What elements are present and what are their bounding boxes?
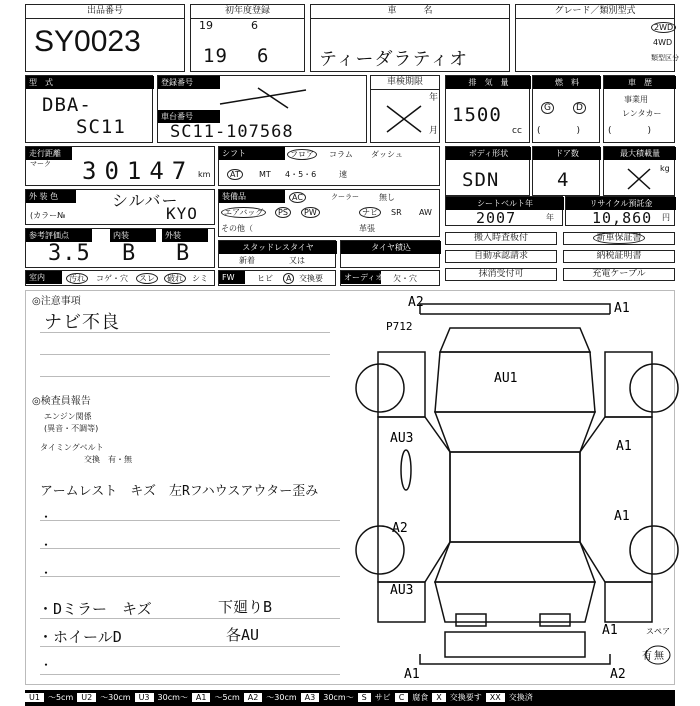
seatbelt-year-unit: 年	[546, 213, 554, 222]
first-reg-year-top: 19	[199, 19, 213, 32]
legend-strip	[25, 690, 675, 706]
note-line-1	[40, 332, 330, 333]
report-4: ・ホイールD	[38, 628, 122, 646]
equip-aw: AW	[419, 208, 432, 217]
legend-item: 腐食	[412, 693, 429, 702]
report-3: 下廻りB	[218, 598, 273, 616]
color-value: シルバー	[112, 191, 179, 210]
studless-label: スタッドレスタイヤ	[219, 241, 337, 254]
drive-4wd: 4WD	[653, 38, 673, 47]
legend-item: S	[358, 693, 371, 702]
engine-sub: (異音・不調等)	[44, 424, 99, 433]
report-line-1	[40, 520, 340, 521]
equip-navi: ナビ	[359, 207, 381, 218]
legend-item: XX	[486, 693, 505, 702]
mark-a2-top: A2	[408, 295, 424, 310]
lot-number: SY0023	[34, 25, 141, 58]
interior-label: 内装	[110, 229, 156, 242]
legend-item: A3	[301, 693, 320, 702]
first-reg-month: 6	[257, 45, 270, 67]
shift-dash: ダッシュ	[371, 150, 403, 159]
recycle-box	[565, 196, 675, 226]
mark-a1-top: A1	[614, 301, 630, 316]
fw-label: FW	[219, 271, 245, 284]
audio-label: オーディオ	[341, 271, 381, 284]
fuel-other: ( )	[537, 126, 581, 136]
inspection-year-unit: 年	[429, 93, 439, 103]
report-5: 各AU	[226, 626, 260, 644]
report-dot-4: ・	[40, 658, 53, 672]
defect-stain: 汚れ	[66, 273, 88, 284]
first-registration-label: 初年度登録	[191, 5, 304, 19]
interior-defects-box	[25, 270, 215, 286]
shift-at: AT	[227, 169, 243, 180]
room-label: 室内	[26, 271, 62, 284]
equip-ac: AC	[289, 192, 306, 203]
first-reg-month-top: 6	[251, 19, 258, 32]
body-value: SDN	[462, 169, 500, 191]
chassis-label: 車台番号	[158, 110, 220, 123]
doc-item-1: 搬入時査板付	[445, 232, 557, 245]
legend-item: C	[395, 693, 409, 702]
grade-label: グレード／類別型式	[516, 5, 674, 19]
equipment-label: 装備品	[219, 190, 285, 203]
drive-type-note: 類型区分	[651, 54, 679, 62]
registration-label: 登録番号	[158, 76, 220, 89]
car-name: ティーダラティオ	[319, 49, 469, 70]
interior-value: B	[122, 241, 137, 266]
color-label: 外 装 色	[26, 190, 76, 203]
equip-none: 無し	[379, 193, 395, 202]
mark-a1-right2: A1	[614, 509, 630, 524]
legend-item: U3	[135, 693, 154, 702]
capacity-unit: kg	[660, 164, 670, 173]
defect-shimi: シミ	[192, 274, 208, 283]
km-unit: km	[198, 170, 211, 179]
report-dot-1: ・	[40, 510, 53, 524]
mark-au1-hood: AU1	[494, 371, 518, 386]
reg-cross-mark	[218, 84, 308, 110]
capacity-box	[603, 146, 675, 196]
legend-item: ～30cm	[100, 693, 131, 702]
fw-replace: 交換要	[299, 274, 323, 283]
mark-au3-left: AU3	[390, 431, 414, 446]
mark-a2-bottom: A2	[610, 667, 626, 682]
recycle-yen-unit: 円	[662, 213, 670, 222]
mark-a1-rear: A1	[602, 623, 618, 638]
fw-hibi: ヒビ	[257, 274, 273, 283]
fw-box	[218, 270, 336, 286]
report-line-5	[40, 646, 340, 647]
mark-a2-left: A2	[392, 521, 408, 536]
report-dot-3: ・	[40, 566, 53, 580]
engine-label: エンジン関係	[44, 412, 92, 421]
shift-box	[218, 146, 440, 186]
mark-au3-lower: AU3	[390, 583, 414, 598]
history-label: 車 歴	[604, 76, 676, 89]
report-line-3	[40, 576, 340, 577]
fuel-label: 燃 料	[533, 76, 601, 89]
timing-label: タイミングベルト	[40, 443, 104, 452]
history-business: 事業用	[624, 95, 648, 104]
report-dot-2: ・	[40, 538, 53, 552]
legend-item: U2	[77, 693, 96, 702]
lot-number-label: 出品番号	[26, 5, 184, 19]
score-label: 参考評価点	[26, 229, 92, 242]
seatbelt-label: シートベルト年	[446, 197, 564, 210]
inspector-label: ◎検査員報告	[32, 396, 91, 407]
report-line-2	[40, 548, 340, 549]
shift-label: シフト	[219, 147, 285, 160]
mark-a1-bottom: A1	[404, 667, 420, 682]
history-other: ( )	[608, 126, 652, 136]
fuel-diesel: D	[573, 103, 586, 114]
equip-cooler: クーラー	[331, 193, 359, 201]
doc-item-6: 充電ケーブル	[563, 268, 675, 281]
color-box	[25, 189, 215, 225]
shift-speed: 速	[339, 170, 347, 179]
seatbelt-box	[445, 196, 563, 226]
spare-yes: 有	[642, 651, 652, 662]
recycle-label: リサイクル預託金	[566, 197, 676, 210]
first-reg-year: 19	[203, 45, 228, 67]
legend-item: U1	[25, 693, 44, 702]
inspection-month-unit: 月	[429, 126, 439, 136]
legend-item: 交換要す	[449, 693, 482, 702]
legend-item: サビ	[374, 693, 391, 702]
legend-item: ～30cm	[266, 693, 297, 702]
report-line-4	[40, 618, 340, 619]
score-value: 3.5	[48, 241, 91, 266]
body-label: ボディ形状	[446, 147, 531, 160]
doors-value: 4	[557, 169, 570, 191]
car-name-box	[310, 4, 510, 72]
shift-gears: 4・5・6	[285, 170, 317, 179]
capacity-cross-mark	[626, 167, 652, 191]
recycle-amount: 10,860	[592, 209, 653, 227]
doc-item-5: 抹消受付可	[445, 268, 557, 281]
legend-item: ～5cm	[214, 693, 240, 702]
legend-item: ～5cm	[47, 693, 74, 702]
drive-2wd: 2WD	[651, 22, 676, 33]
history-rental: レンタカー	[622, 109, 662, 118]
score-box	[25, 228, 215, 268]
doc-item-4: 納税証明書	[563, 250, 675, 263]
note-line-2	[40, 354, 330, 355]
spare-label: スペア	[646, 627, 670, 636]
note-1: ナビ不良	[44, 312, 120, 333]
shift-column: コラム	[329, 150, 353, 159]
report-line-6	[40, 674, 340, 675]
color-note: (カラー№	[30, 211, 66, 220]
model-code-2: SC11	[76, 116, 126, 138]
report-1: アームレスト キズ 左Rフハウスアウター歪み	[40, 484, 319, 499]
model-box	[25, 75, 153, 143]
notes-label: ◎注意事項	[32, 296, 81, 307]
mileage-box	[25, 146, 215, 186]
first-registration-box	[190, 4, 305, 72]
color-code: KYO	[166, 204, 198, 223]
report-2: ・Dミラー キズ	[38, 600, 152, 618]
legend-item: 30cm～	[323, 693, 354, 702]
exterior-value: B	[176, 241, 191, 266]
fw-a: A	[283, 273, 294, 284]
tire-count-label: タイヤ積込	[341, 241, 441, 254]
shift-mt: MT	[259, 170, 271, 179]
cc-unit: cc	[512, 126, 522, 136]
doors-label: ドア数	[533, 147, 601, 160]
note-line-3	[40, 376, 330, 377]
timing-value: 交換 有・無	[84, 455, 132, 464]
tire-count-box	[340, 240, 440, 268]
inspection-cross-mark	[385, 104, 425, 134]
car-name-label: 車 名	[311, 5, 509, 19]
doc-item-3: 自動承認請求	[445, 250, 557, 263]
defect-koge: コゲ・穴	[96, 274, 128, 283]
mileage-label: 走行距離	[26, 147, 72, 160]
chassis-number: SC11-107568	[170, 122, 294, 142]
model-label: 型 式	[26, 76, 154, 89]
equip-ps: PS	[275, 207, 291, 218]
equip-other: その他（	[221, 224, 253, 233]
grade-box	[515, 4, 679, 72]
inspection-box	[370, 75, 440, 143]
studless-new: 新着	[239, 256, 255, 265]
equip-leather: 革張	[359, 224, 375, 233]
seatbelt-year: 2007	[476, 209, 517, 227]
equipment-box	[218, 189, 440, 237]
fuel-gasoline: G	[541, 103, 554, 114]
shift-floor: フロア	[287, 149, 317, 160]
body-box	[445, 146, 530, 196]
lot-number-box	[25, 4, 185, 72]
legend-item: A2	[244, 693, 263, 702]
equip-sr: SR	[391, 208, 402, 217]
mark-a1-right: A1	[616, 439, 632, 454]
legend-item: 30cm～	[157, 693, 188, 702]
registration-box	[157, 75, 367, 143]
spare-no: 無	[654, 651, 664, 662]
mark-p-a2: P712	[386, 320, 413, 333]
equip-airbag: エアバッグ	[221, 207, 266, 218]
capacity-label: 最大積載量	[604, 147, 676, 160]
defect-sure: スレ	[136, 273, 158, 284]
displacement-value: 1500	[452, 104, 502, 126]
audio-missing: 欠・穴	[393, 274, 417, 283]
doc-item-2: 新車保証書	[563, 232, 675, 245]
model-code-1: DBA-	[42, 94, 92, 116]
exterior-label: 外装	[162, 229, 208, 242]
defect-damage: 破れ	[164, 273, 186, 284]
displacement-label: 排 気 量	[446, 76, 531, 89]
mileage-value: 30147	[82, 157, 195, 185]
audio-box	[340, 270, 440, 286]
inspection-label: 車検期限	[371, 76, 439, 90]
fuel-box	[532, 75, 600, 143]
studless-box	[218, 240, 336, 268]
displacement-box	[445, 75, 530, 143]
mileage-mark-label: マーク	[30, 160, 51, 168]
car-damage-diagram	[340, 292, 680, 692]
legend-item: X	[432, 693, 445, 702]
legend-item: A1	[192, 693, 211, 702]
doors-box	[532, 146, 600, 196]
equip-pw: PW	[301, 207, 320, 218]
legend-item: 交換済	[508, 693, 533, 702]
history-box	[603, 75, 675, 143]
studless-fitted: 又は	[289, 256, 305, 265]
